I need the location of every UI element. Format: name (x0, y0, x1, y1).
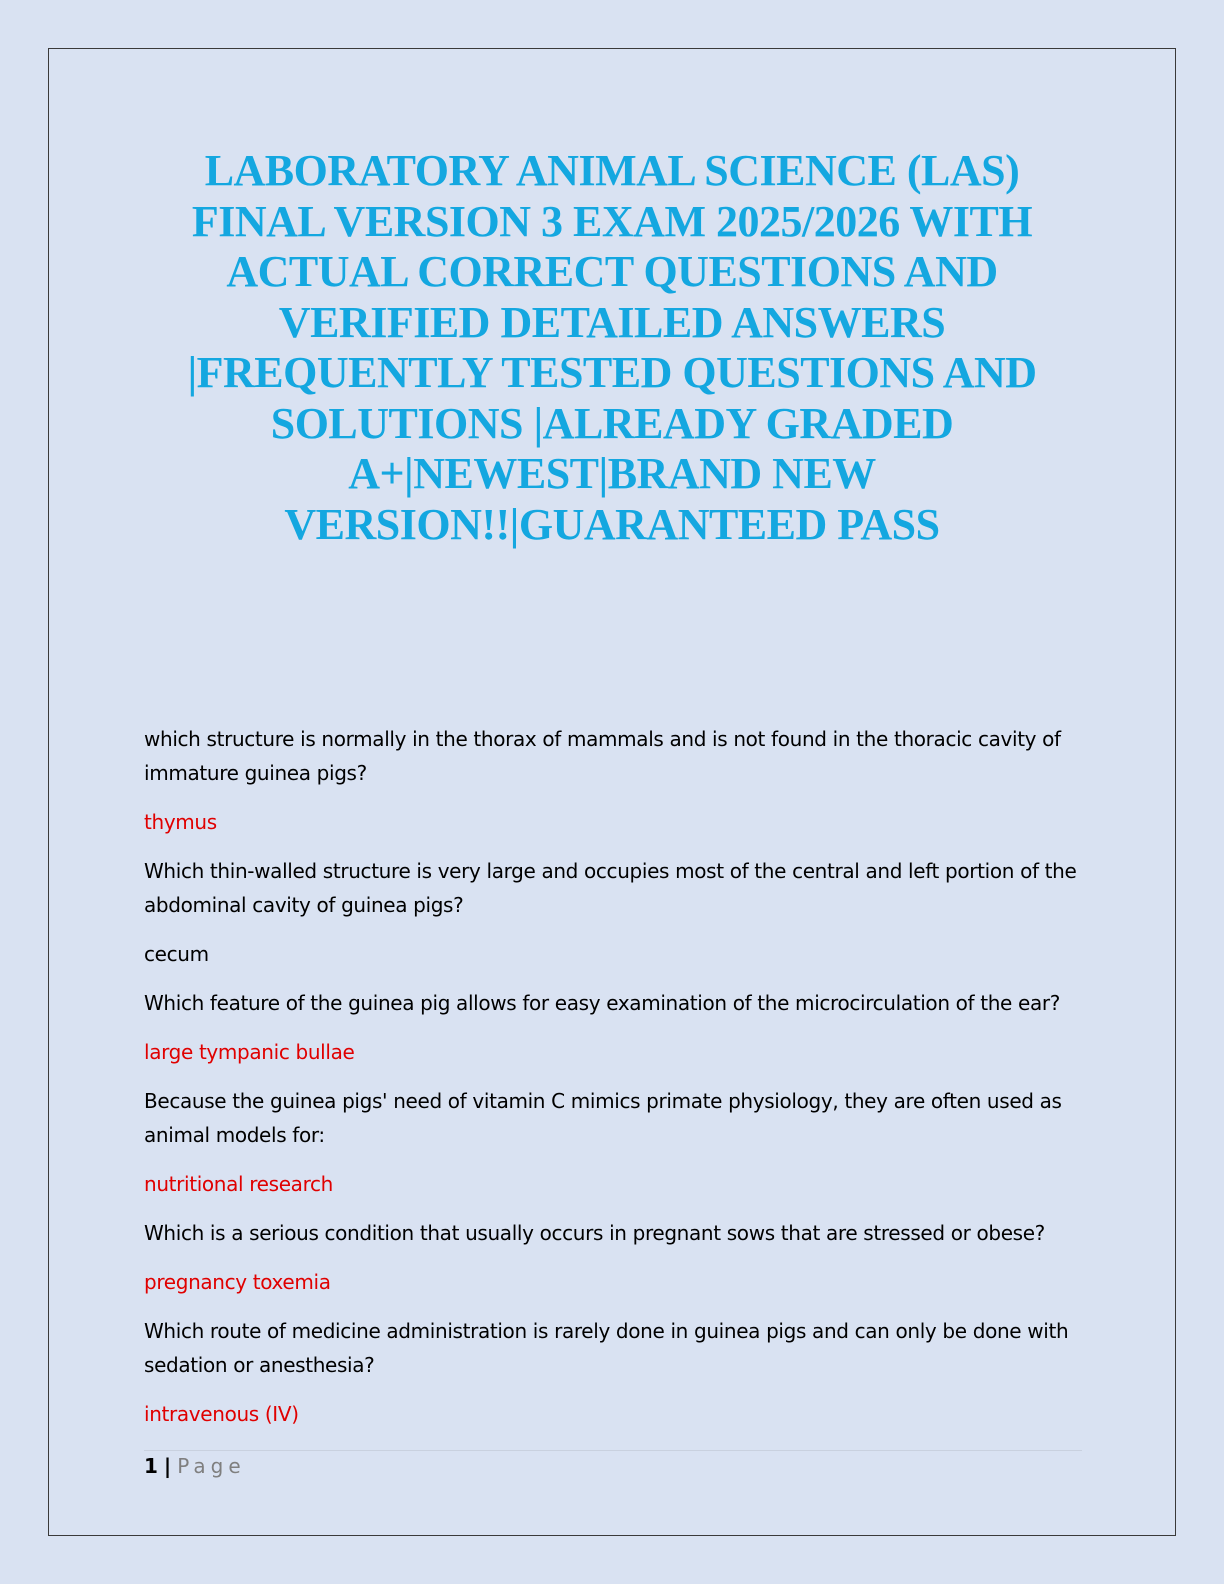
page-label: Page (177, 1454, 246, 1478)
answer-3: large tympanic bullae (144, 1040, 355, 1064)
question-6: Which route of medicine administration is rarely done in guinea pigs and can only be done with sedation or anesthesia? (144, 1319, 1069, 1377)
footer-separator: | (163, 1454, 172, 1478)
answer-1: thymus (144, 810, 217, 834)
answer-2: cecum (144, 942, 209, 966)
page-footer (144, 1454, 246, 1478)
qa-list (144, 722, 1084, 1446)
answer-5: pregnancy toxemia (144, 1270, 331, 1294)
page-number: 1 (144, 1454, 158, 1478)
question-3: Which feature of the guinea pig allows for easy examination of the microcirculation of the ear? (144, 991, 1061, 1015)
question-5: Which is a serious condition that usually occurs in pregnant sows that are stressed or obese? (144, 1221, 1045, 1245)
answer-4: nutritional research (144, 1172, 333, 1196)
document-title: LABORATORY ANIMAL SCIENCE (LAS) FINAL VERSION 3 EXAM 2025/2026 WITH ACTUAL CORRECT QUESTIONS AND VERIFIED DETAILED ANSWERS |FREQUENTLY TESTED QUESTIONS AND SOLUTIONS |ALREADY GRADED A+|NEWEST|BRAND NEW VERSION!!|GUARANTEED PASS (187, 146, 1037, 549)
question-2: Which thin-walled structure is very large and occupies most of the central and left portion of the abdominal cavity of guinea pigs? (144, 859, 1077, 917)
answer-6: intravenous (IV) (144, 1402, 299, 1426)
question-1: which structure is normally in the thorax of mammals and is not found in the thoracic cavity of immature guinea pigs? (144, 727, 1061, 785)
footer-divider (144, 1450, 1082, 1451)
question-4: Because the guinea pigs' need of vitamin C mimics primate physiology, they are often used as animal models for: (144, 1089, 1062, 1147)
